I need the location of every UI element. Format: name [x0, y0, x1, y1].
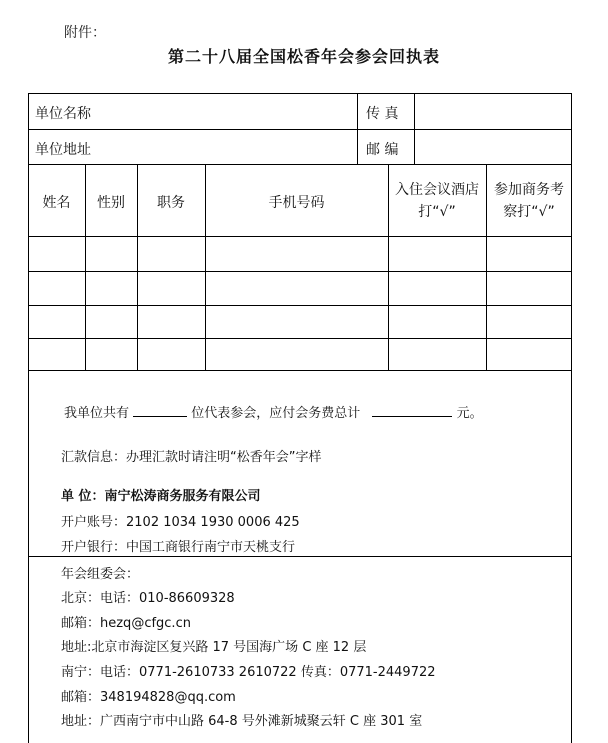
sentence-part2: 位代表参会，应付会务费总计: [191, 406, 361, 421]
postcode-field[interactable]: [416, 131, 570, 162]
participant-row[interactable]: [29, 306, 571, 337]
attendee-count-blank[interactable]: [133, 404, 187, 417]
fax-label: 传 真: [366, 106, 399, 122]
col-header-hotel-line1: 入住会议酒店: [395, 182, 479, 198]
attendee-count-sentence: [64, 402, 483, 421]
participant-row[interactable]: [29, 237, 571, 270]
row-divider: [28, 556, 572, 557]
unit-name-field[interactable]: [129, 96, 355, 127]
participant-row[interactable]: [29, 339, 571, 369]
col-header-tour-line2: 察打“√”: [503, 204, 555, 220]
col-header-name: 姓名: [42, 195, 71, 211]
col-header-tour: [486, 179, 572, 223]
attachment-label: 附件：: [64, 25, 106, 41]
col-header-position: 职务: [157, 195, 185, 211]
fax-field[interactable]: [416, 96, 570, 127]
row-divider: [28, 164, 572, 165]
nanning-phone: 南宁：电话：0771-2610733 2610722 传真：0771-2449722: [61, 665, 436, 680]
col-divider: [357, 93, 358, 164]
sentence-part1: 我单位共有: [64, 406, 130, 421]
unit-name-label: 单位名称: [35, 106, 91, 122]
col-header-tour-line1: 参加商务考: [494, 182, 564, 198]
col-divider: [414, 93, 415, 164]
page-title: 第二十八届全国松香年会参会回执表: [167, 47, 440, 66]
account-number: 开户账号：2102 1034 1930 0006 425: [61, 515, 300, 530]
col-header-mobile: 手机号码: [268, 195, 325, 211]
beijing-email: 邮箱：hezq@cfgc.cn: [61, 616, 191, 631]
nanning-address: 地址：广西南宁市中山路 64-8 号外滩新城聚云轩 C 座 301 室: [61, 714, 423, 729]
postcode-label: 邮 编: [366, 142, 399, 158]
row-divider: [28, 370, 572, 371]
col-header-hotel-line2: 打“√”: [418, 204, 456, 220]
participant-row[interactable]: [29, 272, 571, 304]
remit-info: 汇款信息：办理汇款时请注明“松香年会”字样: [61, 450, 322, 465]
nanning-email: 邮箱：348194828@qq.com: [61, 690, 236, 705]
unit-address-field[interactable]: [129, 131, 355, 162]
beijing-address: 地址:北京市海淀区复兴路 17 号国海广场 C 座 12 层: [61, 640, 367, 655]
company-name: 单 位：南宁松涛商务服务有限公司: [61, 489, 261, 504]
committee-heading: 年会组委会：: [61, 567, 140, 582]
row-divider: [28, 129, 572, 130]
beijing-phone: 北京：电话：010-86609328: [61, 591, 235, 606]
sentence-part3: 元。: [456, 406, 483, 421]
total-fee-blank[interactable]: [372, 404, 452, 417]
col-header-gender: 性别: [97, 195, 125, 211]
col-header-hotel: [388, 179, 486, 223]
unit-address-label: 单位地址: [35, 142, 91, 158]
bank-name: 开户银行：中国工商银行南宁市天桃支行: [61, 540, 296, 555]
